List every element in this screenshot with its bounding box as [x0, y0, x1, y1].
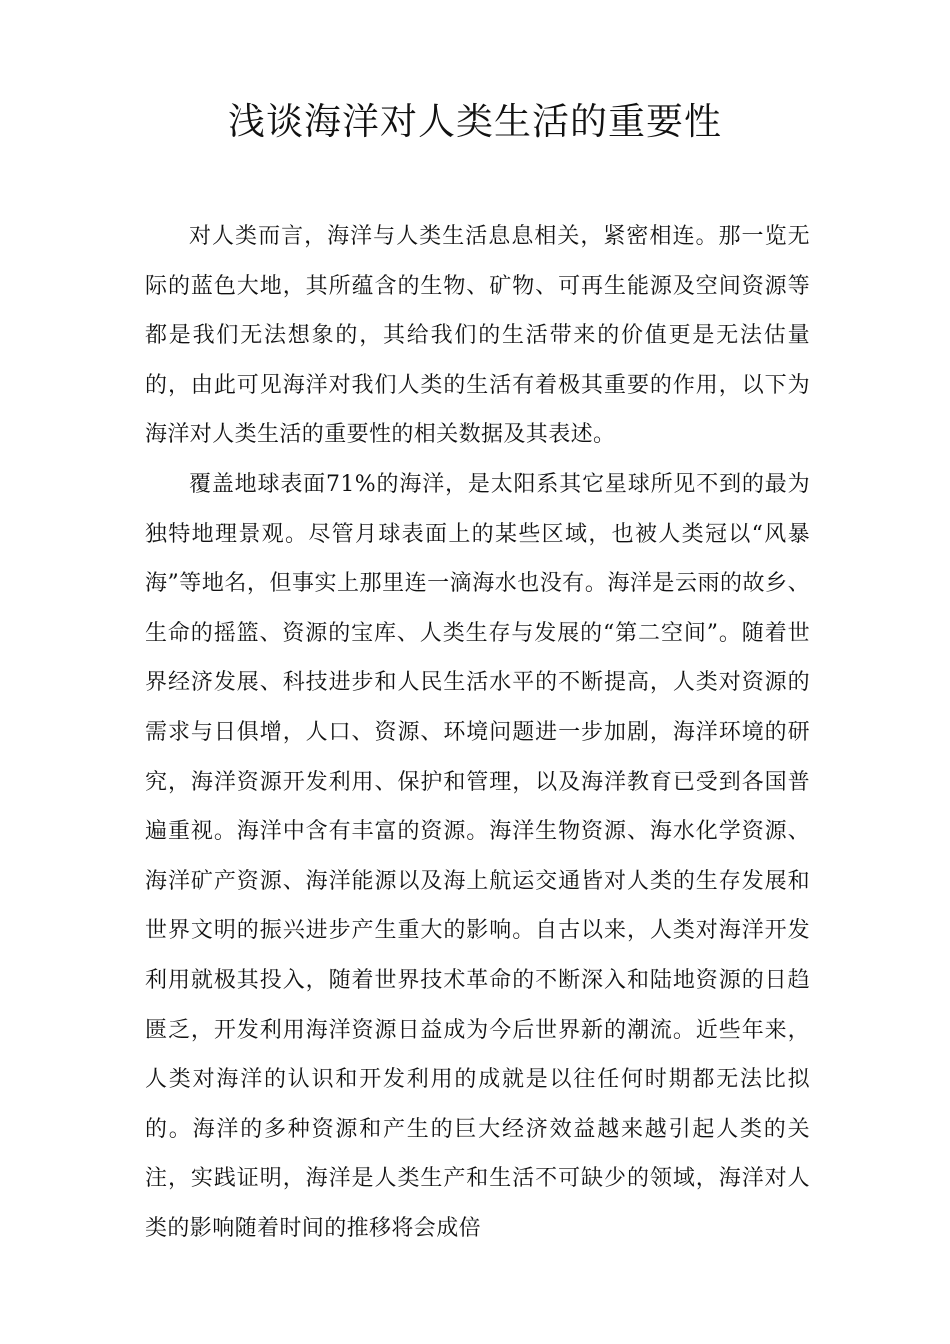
document-title: 浅谈海洋对人类生活的重要性 — [228, 100, 722, 143]
paragraph-ocean-resources: 覆盖地球表面71%的海洋，是太阳系其它星球所见不到的最为独特地理景观。尽管月球表面上的某些区域，也被人类冠以“风暴海”等地名，但事实上那里连一滴海水也没有。海洋是云雨的故乡、生命的摇篮、资源的宝库、人类生存与发展的“第二空间”。随着世界经济发展、科技进步和人民生活水平的不断提高，人类对资源的需求与日俱增，人口、资源、环境问题进一步加剧，海洋环境的研究，海洋资源开发利用、保护和管理，以及海洋教育已受到各国普遍重视。海洋中含有丰富的资源。海洋生物资源、海水化学资源、海洋矿产资源、海洋能源以及海上航运交通皆对人类的生存发展和世界文明的振兴进步产生重大的影响。自古以来，人类对海洋开发利用就极其投入，随着世界技术革命的不断深入和陆地资源的日趋匮乏，开发利用海洋资源日益成为今后世界新的潮流。近些年来，人类对海洋的认识和开发利用的成就是以往任何时期都无法比拟的。海洋的多种资源和产生的巨大经济效益越来越引起人类的关注，实践证明，海洋是人类生产和生活不可缺少的领域，海洋对人类的影响随着时间的推移将会成倍 — [145, 471, 810, 1241]
document-body — [145, 212, 810, 1253]
paragraph-intro: 对人类而言，海洋与人类生活息息相关，紧密相连。那一览无际的蓝色大地，其所蕴含的生物、矿物、可再生能源及空间资源等都是我们无法想象的，其给我们的生活带来的价值更是无法估量的，由此可见海洋对我们人类的生活有着极其重要的作用，以下为海洋对人类生活的重要性的相关数据及其表述。 — [145, 224, 810, 448]
